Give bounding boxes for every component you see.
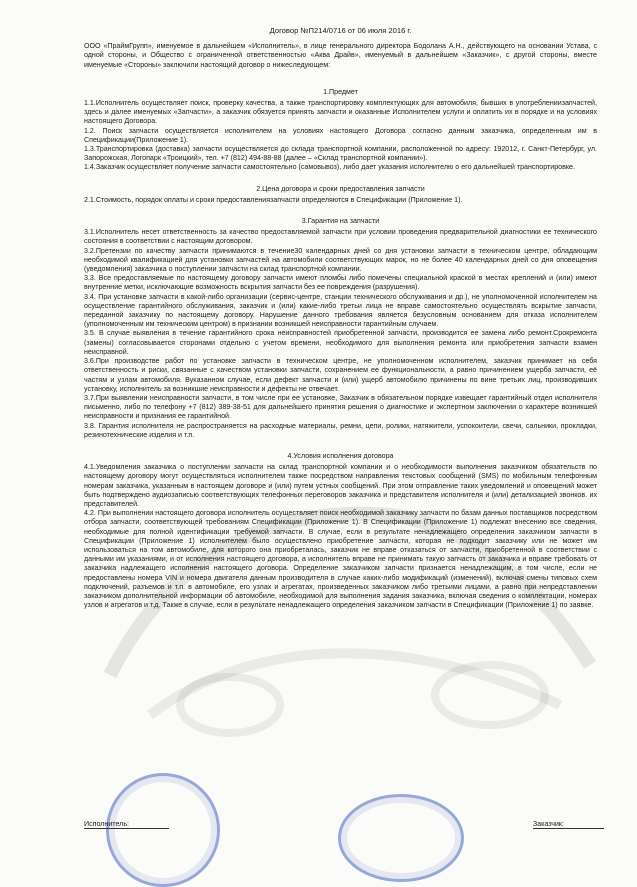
section-3 [84, 217, 597, 440]
company-seal-right [338, 794, 464, 882]
executor-signature-label: Исполнитель: [84, 820, 169, 829]
clause: 1.1.Исполнитель осуществляет поиск, проверку качества, а также транспортировку комплектующих для автомобиля, бывших в употреблениизапчастей, здесь и далее именуемых «Запчасти», а заказчик обязуется принять запчасти и оказанные Исполнителем услуги и оплатить их в порядке и на условиях настоящего Договора. [84, 99, 597, 126]
company-seal-left [106, 773, 220, 887]
clause: 3.4. При установке запчасти в какой-либо организации (сервис-центре, станции технического обслуживания и др.), не уполномоченной исполнителем на осуществление гарантийного обслуживания, заказчик и (или) какие-либо третьи лица не вправе самостоятельно осуществлять вскрытие запчасти, переданной заказчику по настоящему договору. Нарушение данного требования является безусловным основанием для отказа исполнителем (уполномоченным им техническим центром) в признании возникшей неисправности гарантийным случаем. [84, 292, 597, 329]
clause: 3.5. В случае выявления в течение гарантийного срока неисправностей приобретенной запчасти, производится ее замена либо ремонт.Срокремонта (замены) согласовывается сторонами отдельно с учетом времени, необходимого для выполнения ремонта или приобретения запчасти взамен неисправной. [84, 329, 597, 356]
clause: 3.1.Исполнитель несет ответственность за качество предоставляемой запчасти при условии проведения предварительной диагностики ее технического состояния в соответствии с настоящим договором. [84, 228, 597, 246]
clause: 1.3.Транспортировка (доставка) запчасти осуществляется до склада транспортной компании, расположенной по адресу: 192012, г. Санкт-Петербург, ул. Запорожская, Логопарк «Троицкий», тел. +7 (812) 494-88-88 (далее – «Склад транспортной компании»). [84, 145, 597, 163]
clause: 4.2. При выполнении настоящего договора исполнитель осуществляет поиск необходимой заказчику запчасти по базам данных поставщиков посредством отбора запчасти, соответствующей требованиям Спецификации (Приложение 1). В Спецификации (Приложение 1) подлежат внесению все сведения, необходимые для полной идентификации требуемой запчасти. В случае, если в результате ненадлежащего определения заказчиком запчасти в Спецификации (Приложение 1) исполнителем было осуществлено приобретение запчасти, которая не подходит заказчику или не может им использоваться на том автомобиле, для которого она приобреталась, заказчик не вправе отказаться от запчасти, приобретенной в соответствии с данными им указаниями, и от исполнения настоящего договора, а исполнитель вправе не принимать такую запчасть от заказчика и вправе требовать от заказчика надлежащего исполнения настоящего договора. Определение заказчиком запчасти признается ненадлежащим, в том числе, если не предоставлены номера VIN и номера двигателя данным производителя в случае каких-либо модификаций (изменений), включая смены типовых схем подключений, разъемов и т.п. в автомобиле, его узлах и агрегатах, произведенных заказчиком либо третьими лицами, а равно при непредставлении заказчиком дополнительной информации об автомобиле, необходимой для выполнения задания заказчика, включая сведения о комплектации, номерах узлов и агрегатов и т.д. Также в случае, если в результате ненадлежащего определения заказчиком запчасти в Спецификации (Приложение 1) по заявке. [84, 509, 597, 610]
clause: 3.6.При производстве работ по установке запчасти в техническом центре, не уполномоченном исполнителем, заказчик принимает на себя ответственность и риски, связанные с качеством установки запчасти, сохранением ее функциональности, а равно причинением ущерба запчасти, её частям и узлам автомобиля. Вуказанном случае, если дефект запчасти и (или) ущерб автомобилю причинены по вине третьих лиц, производивших установку, исполнитель за возникшие неисправности и дефекты не отвечает. [84, 357, 597, 393]
clause: 3.8. Гарантия исполнителя не распространяется на расходные материалы, ремни, цепи, ролики, натяжители, успокоители, свечи, сальники, прокладки, резинотехнические изделия и т.п. [84, 421, 597, 439]
clause: 2.1.Стоимость, порядок оплаты и сроки предоставлениязапчасти определяются в Спецификации (Приложение 1). [84, 195, 463, 204]
section-4 [84, 452, 597, 610]
clause: 4.1.Уведомления заказчика о поступлении запчасти на склад транспортной компании и о необходимости выполнения заказчиком обязательств по настоящему договору могут осуществляться исполнителем также посредством направления текстовых сообщений (SMS) по мобильным телефонным номерам заказчика, указанным в настоящем договоре и (или) путем устных сообщений. При этом отправление таких уведомлений и оповещений может быть подтверждено аудиозаписью соответствующих телефонных переговоров заказчика и представителя исполнителя и (или) детализацией звонков. их представителей. [84, 463, 597, 508]
section-2 [84, 185, 597, 205]
section-title: 3.Гарантия на запчасти [301, 217, 380, 226]
section-title: 4.Условия исполнения договора [287, 451, 394, 460]
section-1 [84, 88, 597, 173]
signature-block [84, 820, 604, 829]
customer-signature-label: Заказчик: [533, 820, 604, 829]
clause: 3.7.При выявлении неисправности запчасти, в том числе при ее установке, Заказчик в обязательном порядке извещает гарантийный отдел исполнителя письменно, либо по телефону +7 (812) 389-38-51 для дальнейшего принятия решения о диагностике и экспертном заключении о характере возникшей неисправности и признания ее гарантийной. [84, 393, 597, 421]
clause: 1.2. Поиск запчасти осуществляется исполнителем на условиях настоящего Договора согласно данным заказчика, определенным им в Спецификации(Приложение 1). [84, 126, 597, 144]
clause: 1.4.Заказчик осуществляет получение запчасти самостоятельно (самовывоз), либо дает указания исполнителю о его дальнейшей транспортировке. [84, 163, 575, 172]
section-title: 2.Цена договора и сроки предоставления запчасти [256, 184, 425, 193]
section-title: 1.Предмет [323, 87, 358, 96]
clause: 3.2.Претензии по качеству запчасти принимаются в течение30 календарных дней со дня установки запчасти в техническом центре, обладающим необходимой квалификацией для установки запчастей на автомобили соответствующих марок, но не более 40 календарных дней со дня оповещения (уведомления) заказчика о поступлении запчасти на склад транспортной компании. [84, 246, 597, 274]
intro-paragraph: ООО «ПраймГрупп», именуемое в дальнейшем «Исполнитель», в лице генерального директора Бодолана А.Н., действующего на основании Устава, с одной стороны, и Общество с ограниченной ответственностью «Аква Драйв», именуемый в дальнейшем «Заказчик», с другой стороны, вместе именуемые «Стороны» заключили настоящий договор о нижеследующем: [84, 42, 597, 69]
document-title: Договор №П214/0716 от 06 июля 2016 г. [269, 26, 412, 35]
clause: 3.3. Все предоставляемые по настоящему договору запчасти имеют пломбы либо помечены специальной краской в местах креплений и (или) имеют внутренние метки, исключающие возможность вскрытия запчасти без ее повреждения (разрушения). [84, 274, 597, 292]
